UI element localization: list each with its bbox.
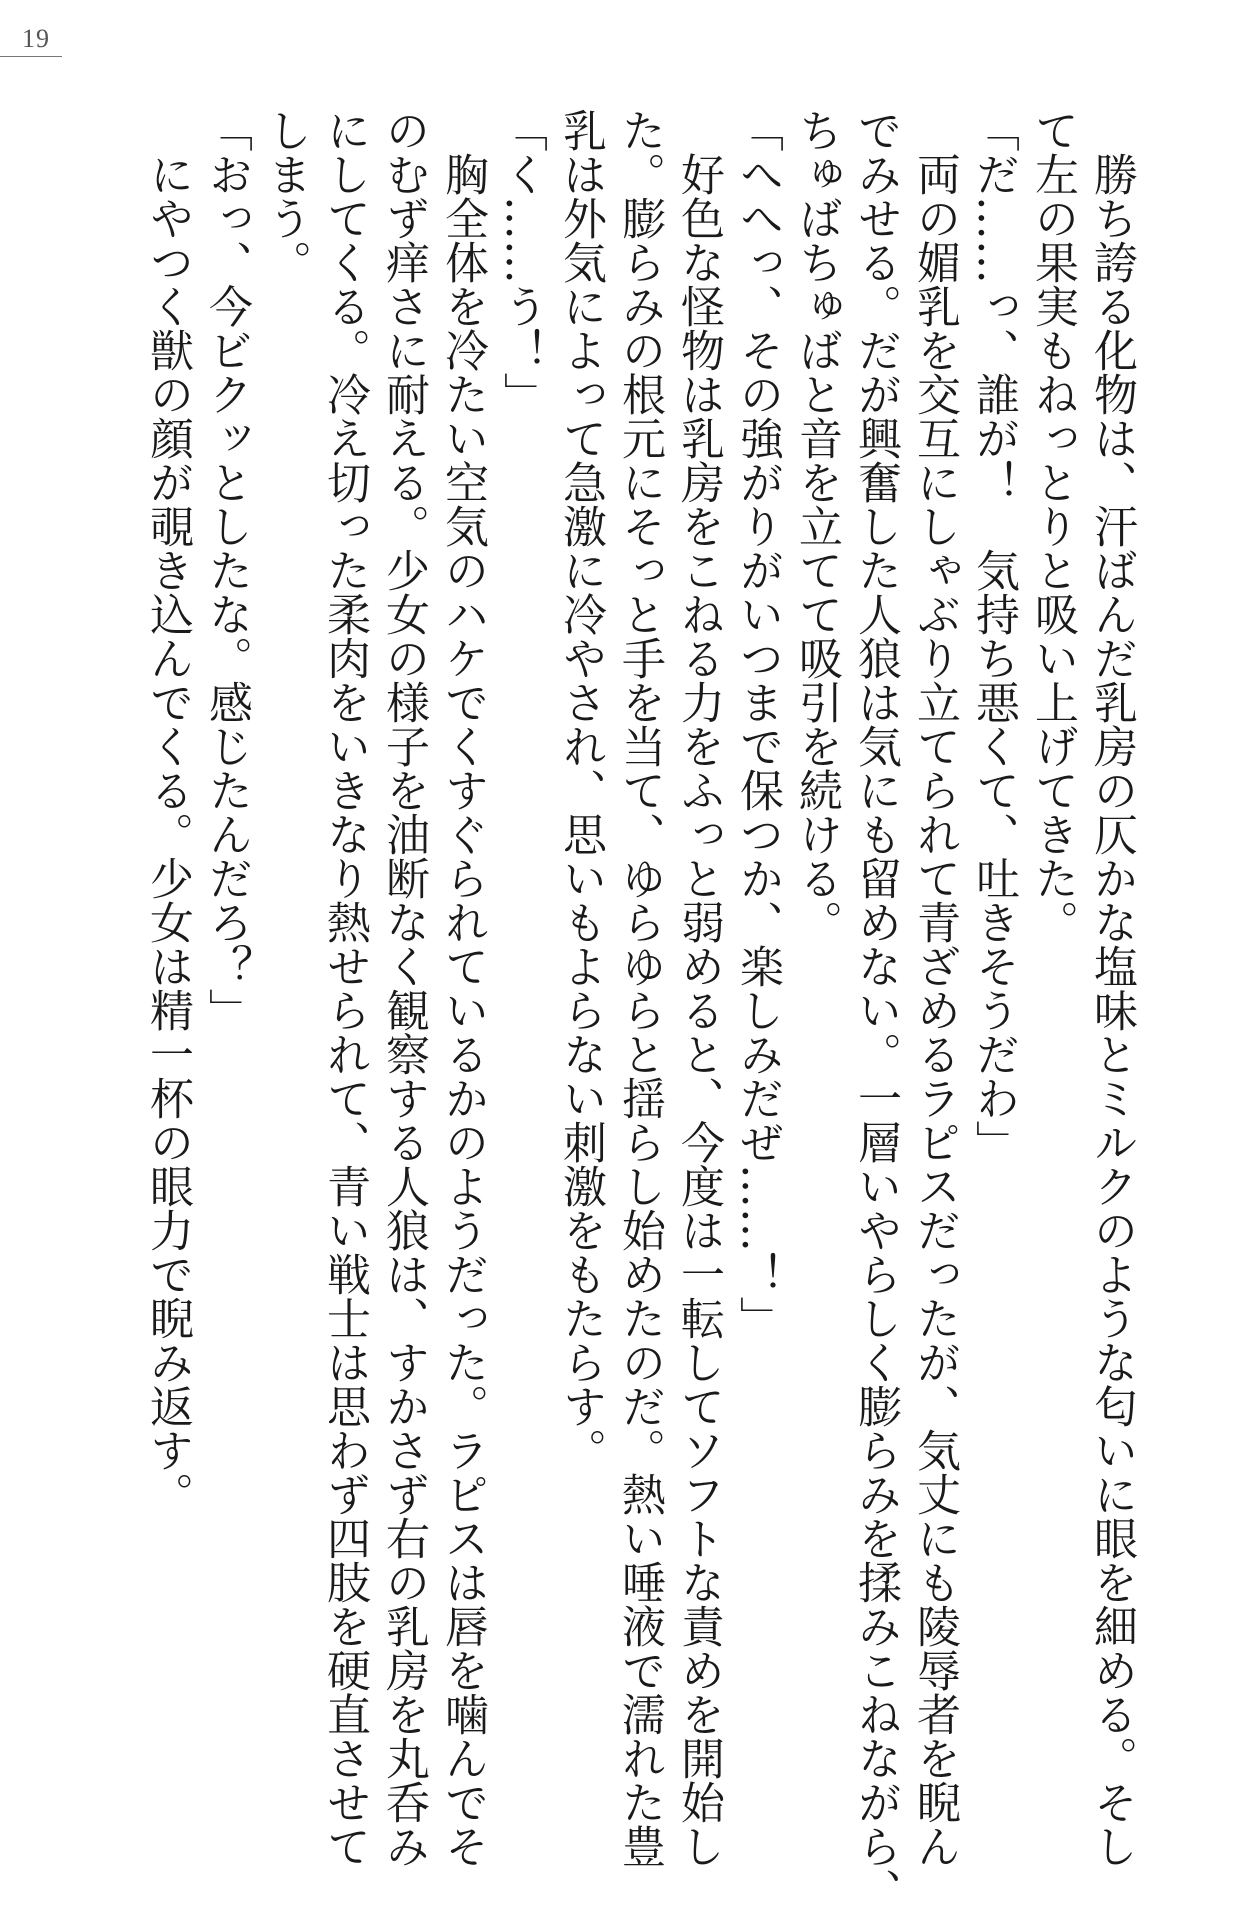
text-column: 「おっ、今ビクッとしたな。感じたんだろ？」 <box>201 108 252 1032</box>
text-column: しまう。 <box>260 108 311 284</box>
text-column: 好色な怪物は乳房をこねる力をふっと弱めると、今度は一転してソフトな責めを開始し <box>673 108 724 1868</box>
page-number: 19 <box>22 24 50 53</box>
text-column: にやつく獣の顔が覗き込んでくる。少女は精一杯の眼力で睨み返す。 <box>142 108 193 1516</box>
text-column: た。膨らみの根元にそっと手を当て、ゆらゆらと揺らし始めたのだ。熱い唾液で濡れた豊 <box>614 108 665 1868</box>
page-number-divider <box>0 56 62 57</box>
text-column: 乳は外気によって急激に冷やされ、思いもよらない刺激をもたらす。 <box>555 108 606 1472</box>
text-column: 「く……う！」 <box>496 108 547 416</box>
text-column: でみせる。だが興奮した人狼は気にも留めない。一層いやらしく膨らみを揉みこねながら、 <box>850 108 901 1912</box>
text-column: 勝ち誇る化物は、汗ばんだ乳房の仄かな塩味とミルクのような匂いに眼を細める。そし <box>1086 108 1137 1868</box>
text-column: のむず痒さに耐える。少女の様子を油断なく観察する人狼は、すかさず右の乳房を丸呑み <box>378 108 429 1868</box>
text-column: ちゅばちゅばと音を立てて吸引を続ける。 <box>791 108 842 944</box>
text-column: 「だ……っ、誰が！ 気持ち悪くて、吐きそうだわ」 <box>968 108 1019 1164</box>
text-column: 両の媚乳を交互にしゃぶり立てられて青ざめるラピスだったが、気丈にも陵辱者を睨ん <box>909 108 960 1868</box>
text-column: て左の果実もねっとりと吸い上げてきた。 <box>1027 108 1078 944</box>
text-column: にしてくる。冷え切った柔肉をいきなり熱せられて、青い戦士は思わず四肢を硬直させて <box>319 108 370 1868</box>
text-column: 「へへっ、その強がりがいつまで保つか、楽しみだぜ……！」 <box>732 108 783 1340</box>
text-column: 胸全体を冷たい空気のハケでくすぐられているかのようだった。ラピスは唇を噛んでそ <box>437 108 488 1868</box>
vertical-text-body <box>138 108 1141 1912</box>
